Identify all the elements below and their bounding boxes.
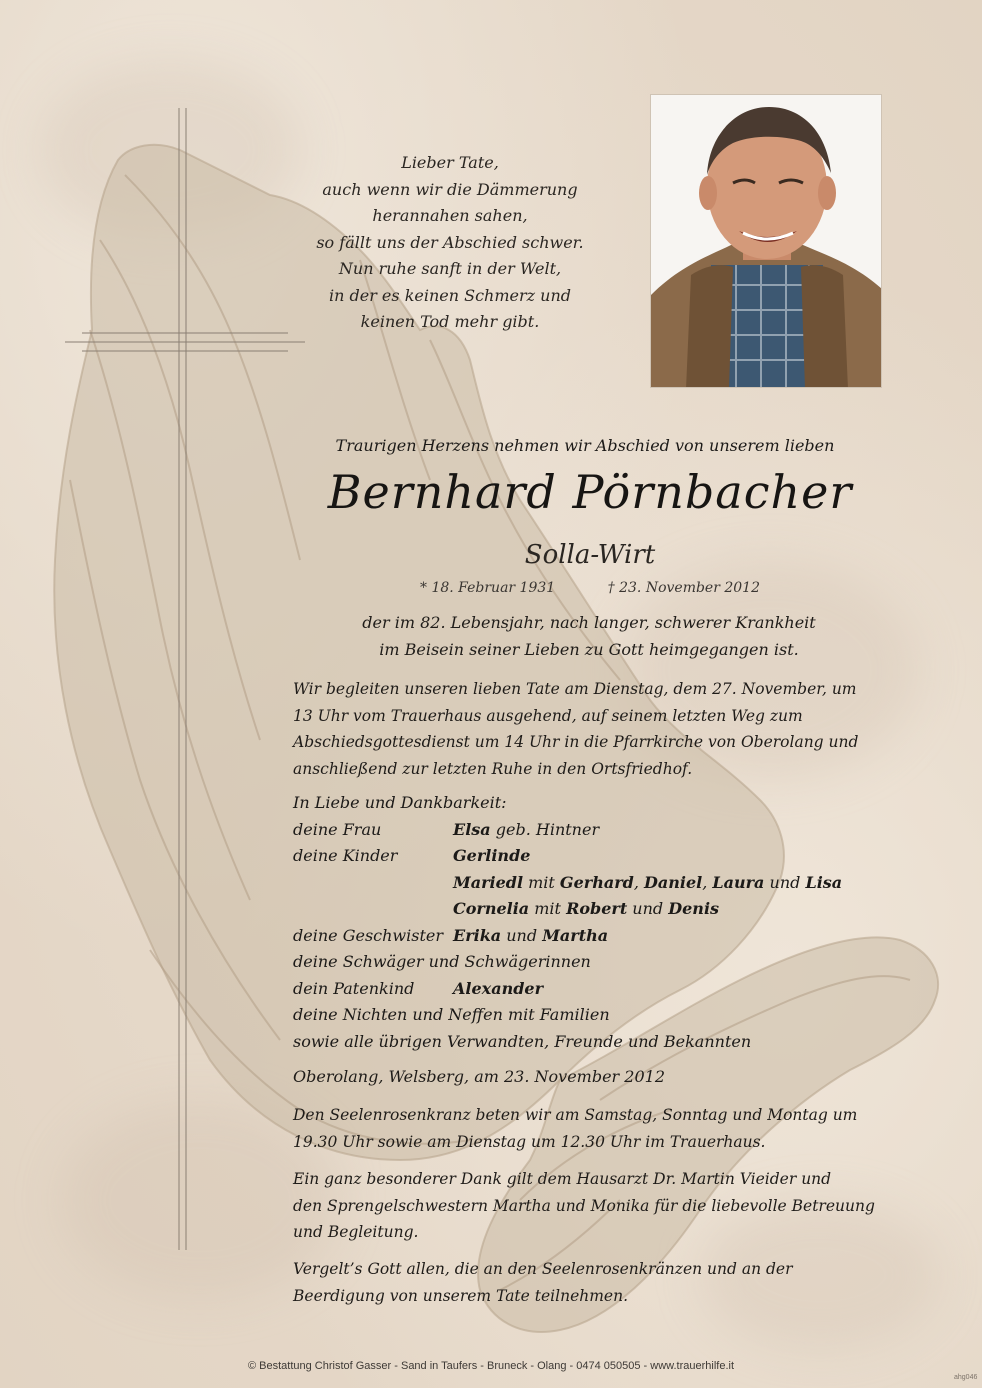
connector: und <box>764 872 806 892</box>
grandchild-name: Denis <box>668 899 720 918</box>
family-label: deine Geschwister <box>293 925 443 945</box>
footer-credit: © Bestattung Christof Gasser - Sand in Taufers - Bruneck - Olang - 0474 050505 - www.trauerhilfe.it <box>247 1360 735 1372</box>
family-row-child2 <box>293 870 893 897</box>
death-text-line: im Beisein seiner Lieben zu Gott heimgegangen ist. <box>379 639 799 659</box>
verse-line: in der es keinen Schmerz und <box>328 285 572 305</box>
grandchild-name: Lisa <box>805 872 843 892</box>
verse-line: Lieber Tate, <box>401 153 499 172</box>
funeral-line: Wir begleiten unseren lieben Tate am Dienstag, dem 27. November, um <box>293 680 857 698</box>
verse-line: auch wenn wir die Dämmerung <box>322 179 578 199</box>
family-row-siblings <box>293 923 893 950</box>
deceased-name: Bernhard Pörnbacher <box>327 465 853 519</box>
family-row-child3 <box>293 896 893 923</box>
sibling-name: Martha <box>542 925 609 945</box>
connector: und <box>501 925 543 945</box>
child-name: Gerlinde <box>453 846 531 865</box>
child-name: Cornelia <box>453 899 530 918</box>
funeral-text <box>293 676 885 782</box>
sibling-name: Erika <box>453 925 502 945</box>
funeral-line: Abschiedsgottesdienst um 14 Uhr in die Pfarrkirche von Oberolang und <box>293 733 859 751</box>
family-row-children <box>293 843 893 870</box>
thanks-text <box>293 1166 885 1246</box>
family-label: deine Kinder <box>293 846 398 865</box>
wife-name: Elsa <box>453 819 491 839</box>
partner-name: Robert <box>566 899 628 918</box>
vergelts-text <box>293 1256 885 1309</box>
verse-line: keinen Tod mehr gibt. <box>360 312 540 331</box>
family-row-godchild <box>293 976 893 1003</box>
funeral-line: anschließend zur letzten Ruhe in den Ortsfriedhof. <box>293 759 693 778</box>
partner-name: Gerhard <box>559 872 634 892</box>
thanks-line: den Sprengelschwestern Martha und Monika für die liebevolle Betreuung <box>293 1196 875 1215</box>
death-date: † 23. November 2012 <box>607 580 760 596</box>
verse-line: so fällt uns der Abschied schwer. <box>316 232 584 252</box>
family-label: dein Patenkind <box>293 978 415 998</box>
thanks-line: Ein ganz besonderer Dank gilt dem Hausarzt Dr. Martin Vieider und <box>293 1170 832 1188</box>
wife-maiden: geb. Hintner <box>490 819 600 839</box>
vergelts-line: Vergelt’s Gott allen, die an den Seelenrosenkränzen und an der <box>293 1260 793 1278</box>
family-label: deine Frau <box>293 819 382 839</box>
funeral-line: 13 Uhr vom Trauerhaus ausgehend, auf seinem letzten Weg zum <box>293 706 803 725</box>
death-text <box>293 610 885 663</box>
rosary-text <box>293 1102 885 1155</box>
child-name: Mariedl <box>453 872 524 892</box>
rosary-line: Den Seelenrosenkranz beten wir am Samstag, Sonntag und Montag um <box>293 1106 858 1124</box>
portrait-image <box>651 95 882 388</box>
family-list <box>293 790 893 1055</box>
place-date-line: Oberolang, Welsberg, am 23. November 2012 <box>293 1067 665 1086</box>
verse-line: herannahen sahen, <box>372 206 528 225</box>
life-dates <box>420 580 760 596</box>
template-code: ahg046 <box>954 1374 978 1381</box>
family-row-inlaws: deine Schwäger und Schwägerinnen <box>293 952 591 971</box>
connector: , <box>702 872 713 892</box>
grandchild-name: Daniel <box>643 872 703 892</box>
portrait-photo <box>650 94 882 388</box>
godchild-name: Alexander <box>453 978 544 998</box>
family-row-others: sowie alle übrigen Verwandten, Freunde und Bekannten <box>293 1031 752 1051</box>
birth-date: * 18. Februar 1931 <box>420 580 556 596</box>
nickname: Solla-Wirt <box>524 540 656 570</box>
connector: mit <box>529 899 567 918</box>
family-row-wife <box>293 817 893 844</box>
connector: , <box>633 872 644 892</box>
thanks-line: und Begleitung. <box>293 1223 419 1241</box>
grandchild-name: Laura <box>712 872 765 892</box>
vergelts-line: Beerdigung von unserem Tate teilnehmen. <box>293 1286 628 1305</box>
rosary-line: 19.30 Uhr sowie am Dienstag um 12.30 Uhr im Trauerhaus. <box>293 1132 766 1151</box>
verse <box>300 150 600 336</box>
intro-text: Traurigen Herzens nehmen wir Abschied von unserem lieben <box>335 436 835 455</box>
verse-line: Nun ruhe sanft in der Welt, <box>338 259 562 278</box>
connector: mit <box>523 872 560 892</box>
family-heading: In Liebe und Dankbarkeit: <box>293 793 507 812</box>
death-text-line: der im 82. Lebensjahr, nach langer, schwerer Krankheit <box>362 613 816 632</box>
latin-cross-icon <box>0 0 320 1260</box>
connector: und <box>627 899 669 918</box>
family-row-nieces: deine Nichten und Neffen mit Familien <box>293 1005 610 1024</box>
place-date <box>293 1064 885 1091</box>
